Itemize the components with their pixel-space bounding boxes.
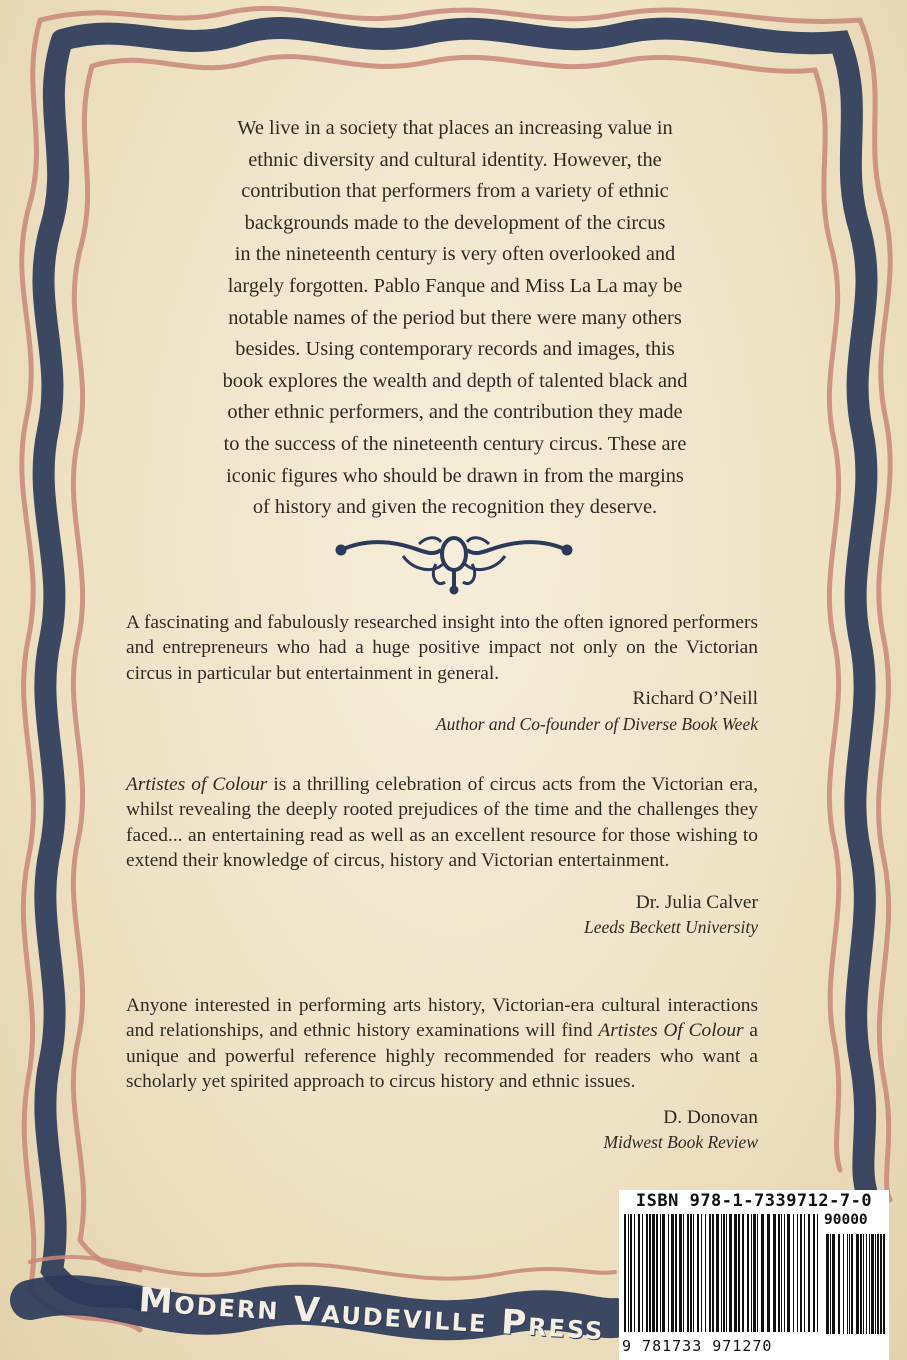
- barcode-bar: [767, 1214, 770, 1332]
- barcode-bar: [697, 1214, 699, 1332]
- barcode-bar: [628, 1214, 629, 1332]
- barcode-bar: [747, 1214, 749, 1332]
- barcode-bar: [793, 1214, 794, 1332]
- review-quote: [126, 772, 758, 874]
- barcode-bar: [675, 1214, 677, 1332]
- barcode-bar: [630, 1214, 632, 1332]
- review-affiliation: Midwest Book Review: [603, 1132, 758, 1153]
- barcode-bar: [668, 1214, 669, 1332]
- barcode-bar: [624, 1214, 626, 1332]
- publisher-logo: Modern Vaudeville Press: [137, 1280, 606, 1349]
- addon-bar: [830, 1234, 831, 1334]
- barcode-bar: [753, 1214, 756, 1332]
- barcode-bar: [781, 1214, 782, 1332]
- addon-bar: [863, 1234, 864, 1334]
- barcode-bar: [712, 1214, 714, 1332]
- blurb-line: book explores the wealth and depth of talented black and: [222, 369, 688, 392]
- blurb-line: of history and given the recognition they deserve.: [252, 496, 658, 519]
- barcode-bar: [738, 1214, 740, 1332]
- review-richard-oneill: [126, 610, 758, 737]
- review-julia-calver: [126, 772, 758, 940]
- barcode-bar: [778, 1214, 780, 1332]
- review-quote: A fascinating and fabulously researched insight into the often ignored performers and entrepreneurs who had a huge positive impact not only on the Victorian circus in particular but entertainment in general.: [126, 612, 758, 684]
- barcode-addon-number: 90000: [824, 1212, 868, 1228]
- review-quote: [126, 993, 758, 1095]
- addon-bar: [851, 1234, 853, 1334]
- blurb-line: notable names of the period but there were many others: [228, 306, 682, 329]
- barcode-bar: [721, 1214, 722, 1332]
- barcode-bar: [757, 1214, 758, 1332]
- barcode-bar: [709, 1214, 711, 1332]
- review-author: Richard O’Neill: [632, 688, 758, 710]
- book-title-italic: Artistes of Colour: [126, 774, 268, 795]
- barcode-bar: [773, 1214, 776, 1332]
- addon-bar: [866, 1234, 867, 1334]
- addon-bar: [849, 1234, 850, 1334]
- addon-bar: [847, 1234, 848, 1334]
- addon-bar: [869, 1234, 870, 1334]
- addon-bar: [875, 1234, 876, 1334]
- barcode-bar: [693, 1214, 694, 1332]
- barcode-bar: [671, 1214, 674, 1332]
- review-text: a unique and powerful reference highly recommended for readers who want a scholarly yet spirited approach to circus history and ethnic issues.: [126, 1020, 758, 1093]
- flourish-ornament-icon: [333, 530, 575, 596]
- blurb-line: in the nineteenth century is very often overlooked and: [234, 243, 676, 266]
- addon-bar: [877, 1234, 879, 1334]
- blurb-line: besides. Using contemporary records and images, this: [235, 338, 675, 361]
- blurb-line: contribution that performers from a variety of ethnic: [241, 180, 669, 203]
- book-blurb: [140, 113, 770, 524]
- barcode-bar: [716, 1214, 719, 1332]
- barcode-bar: [656, 1214, 658, 1332]
- book-title-italic: Artistes Of Colour: [598, 1020, 744, 1042]
- barcode-bar: [652, 1214, 655, 1332]
- review-d-donovan: [126, 993, 758, 1155]
- barcode-bar: [797, 1214, 798, 1332]
- addon-bar: [838, 1234, 840, 1334]
- barcode-bar: [761, 1214, 764, 1332]
- barcode-bar: [642, 1214, 643, 1332]
- barcode-bar: [690, 1214, 692, 1332]
- barcode-bar: [817, 1214, 818, 1332]
- barcode-bar: [808, 1214, 810, 1332]
- addon-bar: [856, 1234, 859, 1334]
- barcode-bar: [800, 1214, 802, 1332]
- addon-bar: [871, 1234, 874, 1334]
- blurb-line: ethnic diversity and cultural identity. However, the: [248, 148, 662, 171]
- barcode-bar: [646, 1214, 648, 1332]
- barcode-bar: [751, 1214, 752, 1332]
- barcode-bar: [662, 1214, 665, 1332]
- barcode-bar: [729, 1214, 732, 1332]
- barcode-bar: [734, 1214, 737, 1332]
- addon-bar: [883, 1234, 885, 1334]
- blurb-line: largely forgotten. Pablo Fanque and Miss La La may be: [227, 274, 683, 297]
- addon-bar: [843, 1234, 844, 1334]
- addon-bar: [832, 1234, 835, 1334]
- review-text: is a thrilling celebration of circus acts from the Victorian era, whilst revealing the deeply rooted prejudices of the time and the challenges they faced... an entertaining read as well as an excellent resource for those wishing to extend their knowledge of circus, history and Victorian entertainment.: [126, 774, 758, 872]
- barcode-bar: [701, 1214, 702, 1332]
- barcode-bar: [679, 1214, 682, 1332]
- barcode-bar: [649, 1214, 651, 1332]
- barcode-bar: [723, 1214, 725, 1332]
- barcode-bar: [638, 1214, 640, 1332]
- barcode-bar: [742, 1214, 744, 1332]
- blurb-line: other ethnic performers, and the contribution they made: [227, 401, 683, 424]
- review-affiliation: Author and Co-founder of Diverse Book Week: [435, 713, 758, 734]
- ean-digits: 9 781733 971270: [622, 1337, 773, 1355]
- blurb-line: We live in a society that places an increasing value in: [237, 117, 673, 139]
- barcode-bar: [660, 1214, 661, 1332]
- barcode-bar: [787, 1214, 790, 1332]
- barcode-bar: [687, 1214, 689, 1332]
- barcode-bar: [804, 1214, 805, 1332]
- review-author: D. Donovan: [663, 1106, 758, 1128]
- addon-bar: [860, 1234, 862, 1334]
- review-author: Dr. Julia Calver: [635, 891, 758, 913]
- barcode-bar: [634, 1214, 635, 1332]
- barcode-bar: [813, 1214, 815, 1332]
- barcode-bar: [784, 1214, 785, 1332]
- blurb-line: iconic figures who should be drawn in from the margins: [226, 464, 684, 487]
- blurb-line: backgrounds made to the development of the circus: [244, 211, 666, 234]
- barcode-bar: [726, 1214, 727, 1332]
- blurb-line: to the success of the nineteenth century circus. These are: [223, 432, 687, 455]
- barcode-bars: [622, 1214, 888, 1336]
- addon-bar: [826, 1234, 829, 1334]
- review-text-before: Anyone interested in performing arts history, Victorian-era cultural interactions and relationships, and ethnic history examinations will find: [126, 995, 758, 1042]
- isbn-label: ISBN 978-1-7339712-7-0: [635, 1191, 873, 1211]
- addon-bar: [880, 1234, 882, 1334]
- barcode-bar: [683, 1214, 684, 1332]
- barcode-bar: [705, 1214, 706, 1332]
- review-affiliation: Leeds Beckett University: [584, 917, 758, 938]
